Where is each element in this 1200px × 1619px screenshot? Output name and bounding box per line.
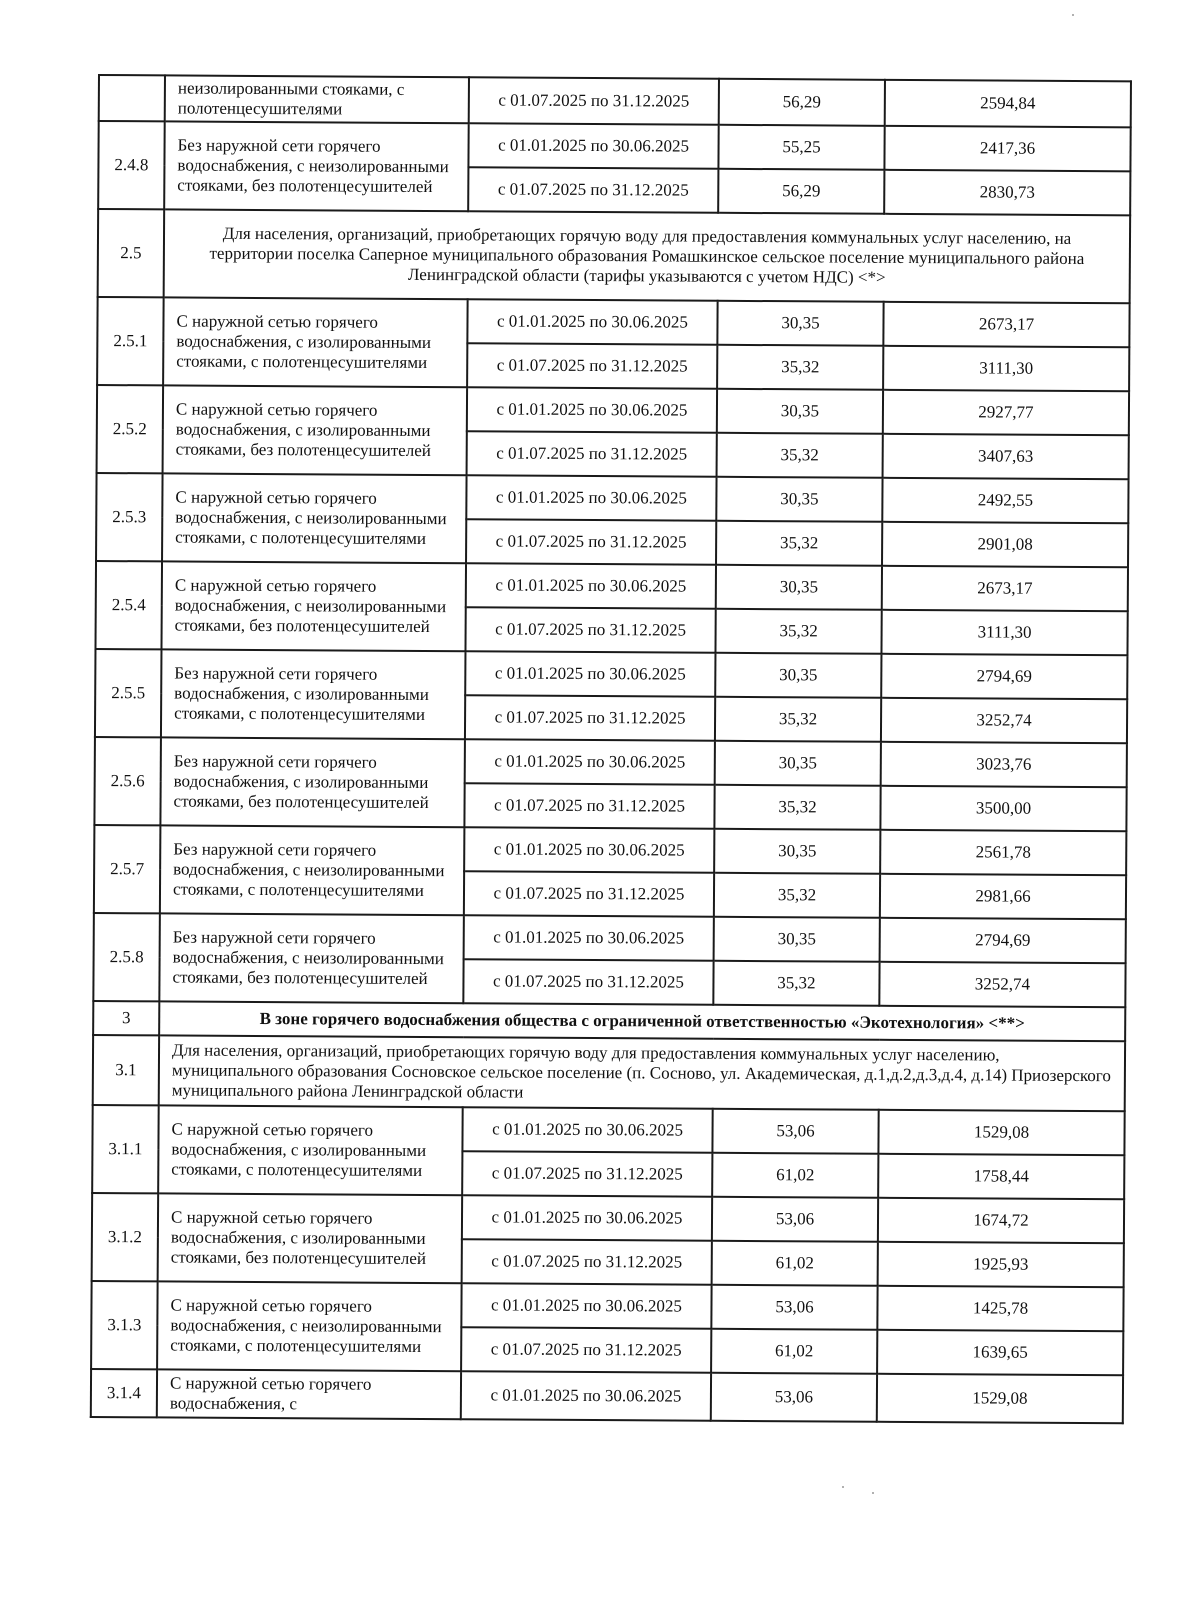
tariff-cell: 2830,73 [884, 170, 1130, 216]
tariff-cell: 2673,17 [883, 302, 1129, 348]
period-cell: с 01.07.2025 по 31.12.2025 [462, 1151, 712, 1197]
period-cell: с 01.01.2025 по 30.06.2025 [462, 1107, 712, 1153]
row-description: Без наружной сети горячего водоснабжения, с неизолированными стояками, без полотенцесушителей [164, 121, 469, 211]
row-number: 2.5.8 [93, 913, 160, 1001]
tariff-cell: 2901,08 [882, 522, 1128, 568]
table-row [99, 75, 1131, 127]
value-cell: 35,32 [714, 785, 880, 830]
tariff-cell: 3252,74 [879, 962, 1125, 1008]
period-cell: с 01.07.2025 по 31.12.2025 [469, 77, 719, 125]
row-description: С наружной сетью горячего водоснабжения, с неизолированными стояками, без полотенцесушителей [161, 561, 466, 651]
tariff-cell: 2981,66 [880, 874, 1126, 920]
value-cell: 35,32 [714, 873, 880, 918]
period-cell: с 01.07.2025 по 31.12.2025 [465, 695, 715, 741]
row-description: С наружной сетью горячего водоснабжения, с [157, 1369, 461, 1419]
period-cell: с 01.01.2025 по 30.06.2025 [466, 563, 716, 609]
period-cell: с 01.07.2025 по 31.12.2025 [463, 959, 713, 1005]
table-row [91, 1281, 1123, 1331]
row-description: С наружной сетью горячего водоснабжения, с изолированными стояками, без полотенцесушителей [158, 1193, 463, 1283]
tariff-cell: 2417,36 [884, 126, 1130, 172]
value-cell: 35,32 [717, 345, 883, 390]
period-cell: с 01.07.2025 по 31.12.2025 [464, 783, 714, 829]
row-number: 2.5.5 [95, 649, 162, 737]
section-row [98, 209, 1131, 303]
tariff-cell: 3111,30 [883, 346, 1129, 392]
period-cell: с 01.07.2025 по 31.12.2025 [467, 431, 717, 477]
row-number: 2.5.3 [96, 473, 163, 561]
section-title: Для населения, организаций, приобретающих горячую воду для предоставления коммунальных услуг населению, на территории поселка Саперное муниципального образования Ромашкинское сельское поселение муниципального района Ленинградской области (тарифы указываются с учетом НДС) <*> [164, 209, 1131, 303]
tariff-cell: 3111,30 [881, 610, 1127, 656]
row-number [99, 75, 165, 121]
period-cell: с 01.01.2025 по 30.06.2025 [464, 915, 714, 961]
section-title: В зоне горячего водоснабжения общества с ограниченной ответственностью «Экотехнология» <**> [159, 1001, 1125, 1041]
tariff-cell: 2561,78 [880, 830, 1126, 876]
period-cell: с 01.01.2025 по 30.06.2025 [465, 651, 715, 697]
row-description: С наружной сетью горячего водоснабжения, с неизолированными стояками, с полотенцесушителями [157, 1281, 462, 1371]
value-cell: 35,32 [717, 433, 883, 478]
row-number: 2.5.7 [94, 825, 161, 913]
table-row [92, 1105, 1124, 1155]
value-cell: 35,32 [716, 521, 882, 566]
table-row [96, 473, 1128, 523]
tariff-cell: 1925,93 [878, 1242, 1124, 1288]
table-row [97, 385, 1129, 435]
row-number: 3.1.1 [92, 1105, 159, 1193]
row-number: 3.1.4 [91, 1369, 157, 1417]
table-row [95, 737, 1127, 787]
row-number: 2.5.6 [94, 737, 161, 825]
table-row [91, 1369, 1123, 1423]
period-cell: с 01.01.2025 по 30.06.2025 [467, 387, 717, 433]
row-number: 3.1.2 [92, 1193, 159, 1281]
row-number: 2.5.1 [97, 297, 164, 385]
tariff-cell: 2673,17 [882, 566, 1128, 612]
table-row [95, 649, 1127, 699]
period-cell: с 01.07.2025 по 31.12.2025 [465, 607, 715, 653]
tariff-cell: 1639,65 [877, 1330, 1123, 1376]
value-cell: 30,35 [715, 653, 881, 698]
row-number: 2.4.8 [98, 121, 165, 209]
row-number: 3.1.3 [91, 1281, 158, 1369]
value-cell: 61,02 [712, 1153, 878, 1198]
tariff-cell: 1674,72 [878, 1198, 1124, 1244]
scan-speck [872, 1492, 874, 1494]
table-row [96, 561, 1128, 611]
tariff-cell: 1529,08 [878, 1110, 1124, 1156]
tariff-cell: 1425,78 [877, 1286, 1123, 1332]
tariff-cell: 1529,08 [877, 1374, 1123, 1424]
period-cell: с 01.01.2025 по 30.06.2025 [467, 299, 717, 345]
table-row [94, 825, 1126, 875]
tariff-cell: 3500,00 [880, 786, 1126, 832]
period-cell: с 01.07.2025 по 31.12.2025 [461, 1327, 711, 1373]
table-row [98, 121, 1130, 171]
section-row [93, 1035, 1125, 1111]
value-cell: 53,06 [711, 1285, 877, 1330]
row-description: Без наружной сети горячего водоснабжения, с изолированными стояками, с полотенцесушителями [161, 649, 466, 739]
row-number: 2.5.2 [97, 385, 164, 473]
period-cell: с 01.07.2025 по 31.12.2025 [467, 343, 717, 389]
period-cell: с 01.01.2025 по 30.06.2025 [461, 1371, 711, 1421]
value-cell: 56,29 [718, 169, 884, 214]
tariff-cell: 2794,69 [881, 654, 1127, 700]
value-cell: 35,32 [715, 697, 881, 742]
row-description: С наружной сетью горячего водоснабжения, с неизолированными стояками, с полотенцесушителями [162, 473, 467, 563]
row-description: Без наружной сети горячего водоснабжения, с неизолированными стояками, с полотенцесушителями [160, 825, 465, 915]
value-cell: 53,06 [712, 1197, 878, 1242]
row-description: С наружной сетью горячего водоснабжения, с изолированными стояками, без полотенцесушителей [163, 385, 468, 475]
value-cell: 61,02 [711, 1329, 877, 1374]
row-description: Без наружной сети горячего водоснабжения, с изолированными стояками, без полотенцесушителей [160, 737, 465, 827]
tariff-cell: 1758,44 [878, 1154, 1124, 1200]
value-cell: 30,35 [714, 917, 880, 962]
table-row [94, 913, 1126, 963]
table-row [92, 1193, 1124, 1243]
section-number: 3.1 [93, 1035, 159, 1105]
period-cell: с 01.01.2025 по 30.06.2025 [461, 1283, 711, 1329]
tariff-cell: 3407,63 [883, 434, 1129, 480]
value-cell: 35,32 [715, 609, 881, 654]
value-cell: 30,35 [717, 301, 883, 346]
period-cell: с 01.07.2025 по 31.12.2025 [466, 519, 716, 565]
row-description: С наружной сетью горячего водоснабжения, с изолированными стояками, с полотенцесушителями [158, 1105, 463, 1195]
tariff-cell: 2492,55 [882, 478, 1128, 524]
tariff-cell: 2794,69 [880, 918, 1126, 964]
section-title: Для населения, организаций, приобретающих горячую воду для предоставления коммунальных услуг населению, муниципального образования Сосновское сельское поселение (п. Сосново, ул. Академическая, д.1,д.2,д.3,д.4, д.14) Приозерского муниципального района Ленинградской области [159, 1035, 1125, 1111]
tariff-cell: 3252,74 [881, 698, 1127, 744]
section-number: 3 [93, 1001, 159, 1035]
value-cell: 61,02 [712, 1241, 878, 1286]
value-cell: 53,06 [711, 1373, 877, 1422]
value-cell: 30,35 [716, 565, 882, 610]
row-number: 2.5.4 [95, 561, 162, 649]
period-cell: с 01.07.2025 по 31.12.2025 [468, 167, 718, 213]
period-cell: с 01.01.2025 по 30.06.2025 [468, 123, 718, 169]
period-cell: с 01.01.2025 по 30.06.2025 [462, 1195, 712, 1241]
value-cell: 53,06 [712, 1109, 878, 1154]
period-cell: с 01.07.2025 по 31.12.2025 [464, 871, 714, 917]
period-cell: с 01.01.2025 по 30.06.2025 [466, 475, 716, 521]
value-cell: 30,35 [714, 829, 880, 874]
row-description: неизолированными стояками, с полотенцесушителями [165, 75, 469, 123]
value-cell: 35,32 [713, 961, 879, 1006]
scan-speck [842, 1486, 844, 1488]
value-cell: 56,29 [719, 79, 885, 126]
tariff-table [90, 74, 1132, 1424]
value-cell: 30,35 [715, 741, 881, 786]
value-cell: 30,35 [716, 477, 882, 522]
row-description: С наружной сетью горячего водоснабжения, с изолированными стояками, с полотенцесушителями [163, 297, 468, 387]
tariff-cell: 3023,76 [881, 742, 1127, 788]
scan-speck [1072, 14, 1074, 16]
section-number: 2.5 [98, 209, 165, 297]
row-description: Без наружной сети горячего водоснабжения, с неизолированными стояками, без полотенцесушителей [159, 913, 464, 1003]
period-cell: с 01.01.2025 по 30.06.2025 [465, 739, 715, 785]
tariff-cell: 2594,84 [885, 80, 1131, 128]
table-row [97, 297, 1129, 347]
tariff-table-body [91, 75, 1131, 1423]
value-cell: 30,35 [717, 389, 883, 434]
value-cell: 55,25 [718, 125, 884, 170]
period-cell: с 01.07.2025 по 31.12.2025 [462, 1239, 712, 1285]
period-cell: с 01.01.2025 по 30.06.2025 [464, 827, 714, 873]
tariff-cell: 2927,77 [883, 390, 1129, 436]
